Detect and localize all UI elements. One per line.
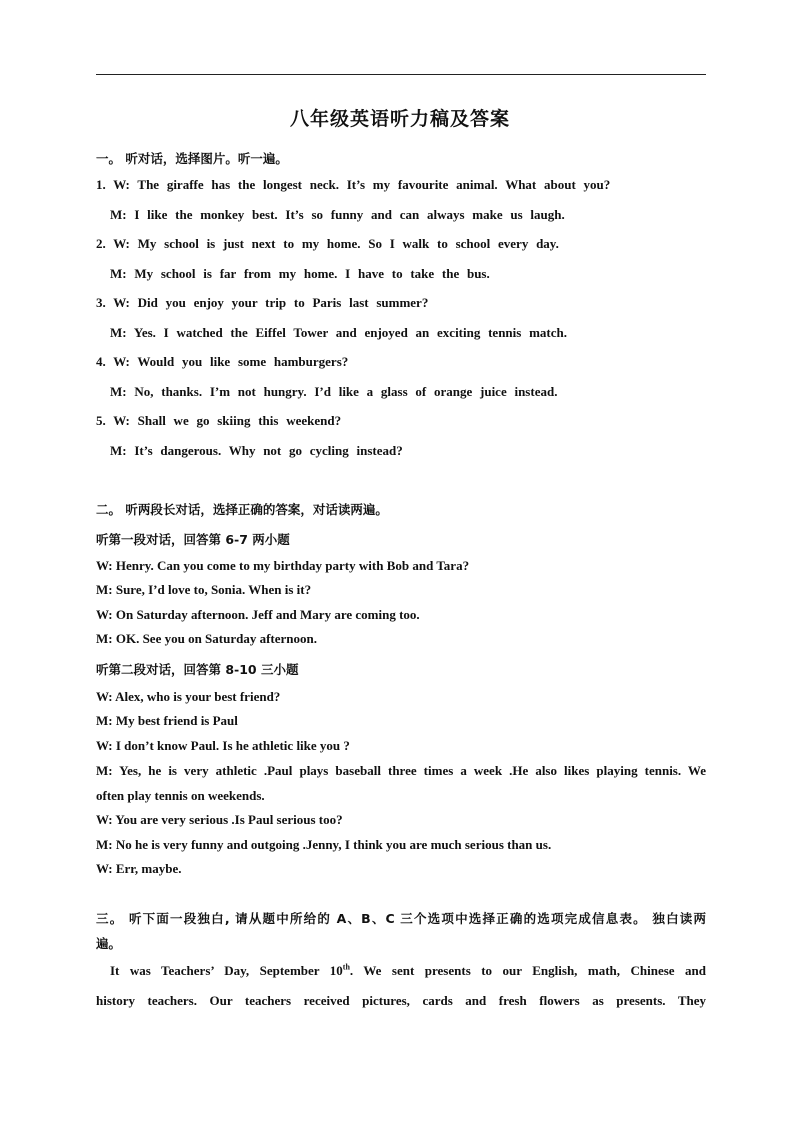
dialogue-line: M: OK. See you on Saturday afternoon.	[96, 631, 317, 646]
dialogue2-subheading: 听第二段对话，回答第 8-10 三小题	[96, 662, 299, 677]
dialogue-line: M: It’s dangerous. Why not go cycling instead?	[110, 443, 403, 458]
section3-heading-continued: 遍。	[96, 936, 122, 951]
dialogue-line: M: I like the monkey best. It’s so funny and can always make us laugh.	[110, 207, 565, 222]
monologue-paragraph-line: history teachers. Our teachers received pictures, cards and fresh flowers as presents. They	[96, 993, 706, 1008]
header-rule	[96, 74, 706, 75]
dialogue-line: often play tennis on weekends.	[96, 788, 265, 803]
dialogue-line: M: Sure, I’d love to, Sonia. When is it?	[96, 582, 312, 597]
dialogue-line: W: You are very serious .Is Paul serious too?	[96, 812, 343, 827]
section2-heading: 二。 听两段长对话，选择正确的答案，对话读两遍。	[96, 502, 388, 517]
dialogue-line: M: My school is far from my home. I have to take the bus.	[110, 266, 490, 281]
dialogue-line: M: Yes, he is very athletic .Paul plays baseball three times a week .He also likes playing tennis. We	[96, 763, 706, 778]
dialogue-line: W: On Saturday afternoon. Jeff and Mary are coming too.	[96, 607, 420, 622]
dialogue-line: M: My best friend is Paul	[96, 713, 238, 728]
monologue-text: It was Teachers’ Day, September 10	[110, 963, 343, 978]
ordinal-suffix: th	[342, 962, 350, 972]
section3-heading: 三。 听下面一段独白, 请从题中所给的 A、B、C 三个选项中选择正确的选项完成信息表。 独白读两	[96, 911, 706, 926]
dialogue-line: 2. W: My school is just next to my home. So I walk to school every day.	[96, 236, 559, 251]
dialogue-line: W: Henry. Can you come to my birthday party with Bob and Tara?	[96, 558, 470, 573]
section1-heading: 一。 听对话，选择图片。听一遍。	[96, 151, 288, 166]
dialogue-line: 5. W: Shall we go skiing this weekend?	[96, 413, 342, 428]
dialogue-line: M: No he is very funny and outgoing .Jenny, I think you are much serious than us.	[96, 837, 552, 852]
dialogue1-subheading: 听第一段对话，回答第 6-7 两小题	[96, 532, 290, 547]
page-title: 八年级英语听力稿及答案	[289, 108, 510, 130]
dialogue-line: W: Err, maybe.	[96, 861, 182, 876]
dialogue-line: 1. W: The giraffe has the longest neck. It’s my favourite animal. What about you?	[96, 177, 611, 192]
dialogue-line: W: I don’t know Paul. Is he athletic like you ?	[96, 738, 350, 753]
dialogue-line: M: No, thanks. I’m not hungry. I’d like a glass of orange juice instead.	[110, 384, 558, 399]
dialogue-line: W: Alex, who is your best friend?	[96, 689, 281, 704]
dialogue-line: 4. W: Would you like some hamburgers?	[96, 354, 349, 369]
dialogue-line: 3. W: Did you enjoy your trip to Paris last summer?	[96, 295, 429, 310]
monologue-paragraph-line	[110, 962, 706, 980]
monologue-text: . We sent presents to our English, math, Chinese and	[349, 963, 706, 978]
dialogue-line: M: Yes. I watched the Eiffel Tower and enjoyed an exciting tennis match.	[110, 325, 567, 340]
